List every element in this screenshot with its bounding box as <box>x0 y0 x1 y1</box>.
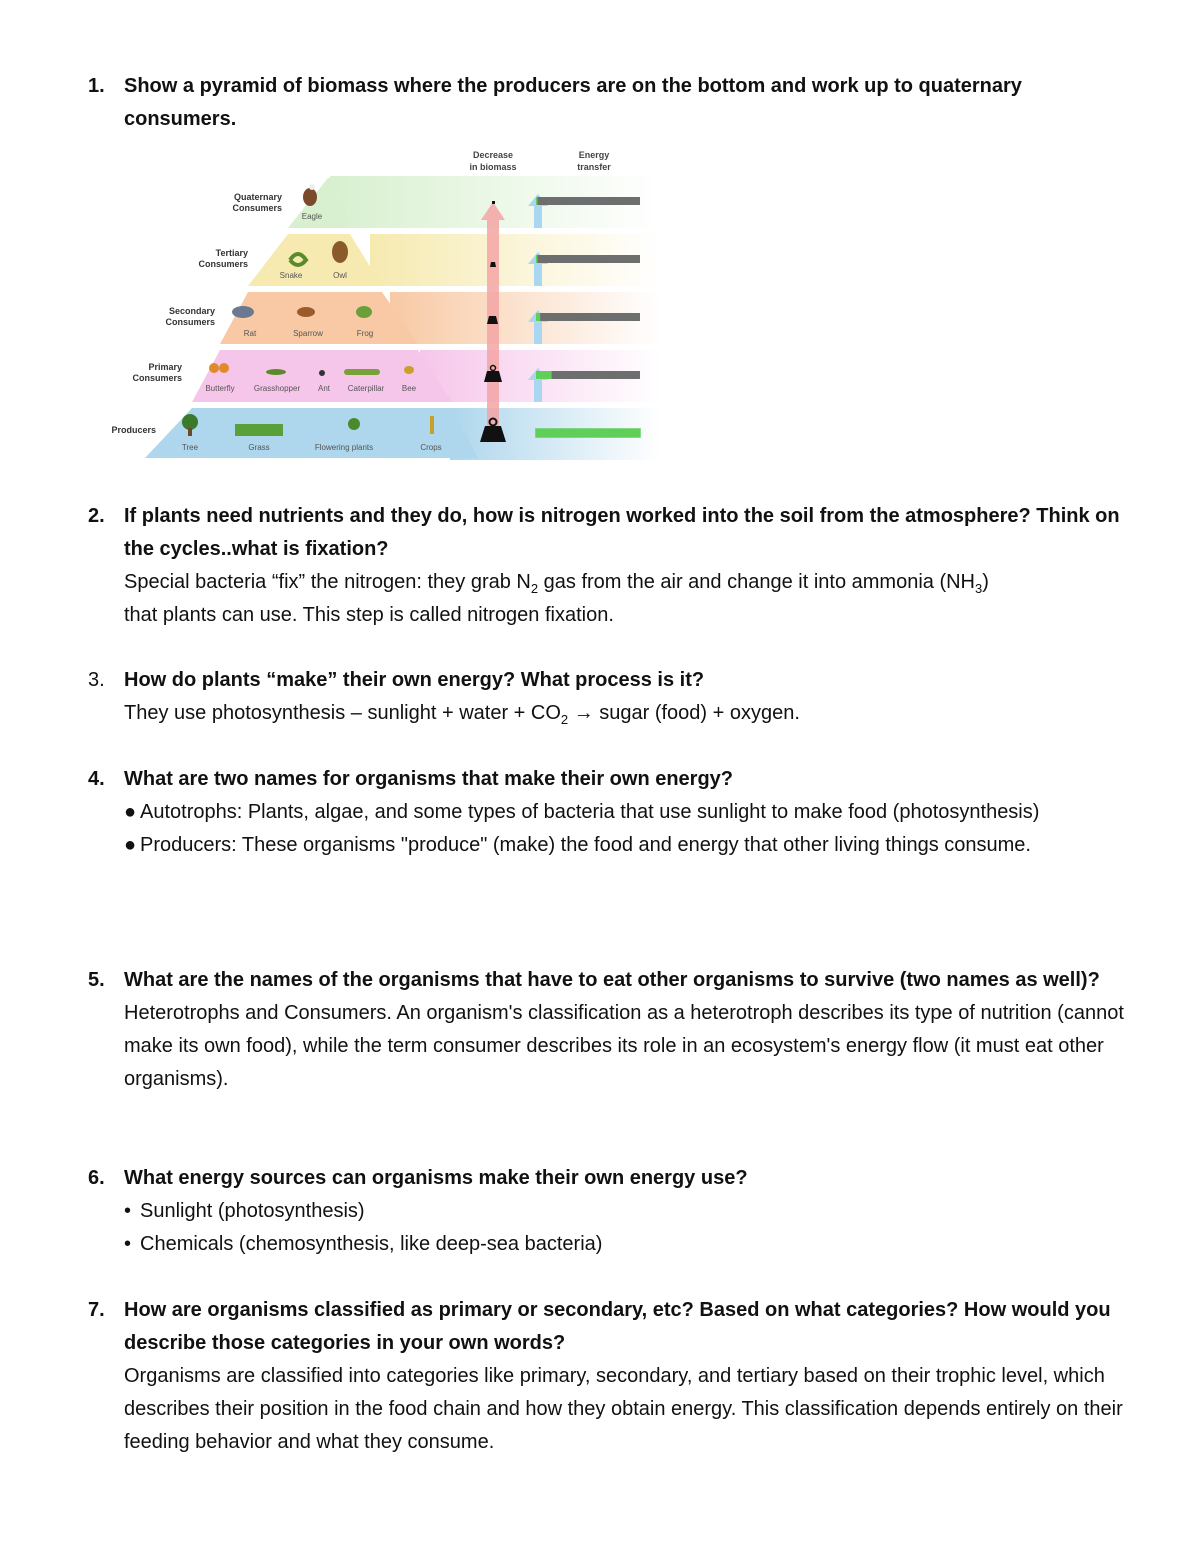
organism-label: Crops <box>420 443 442 452</box>
energy-bar-track <box>536 255 640 263</box>
question-text: If plants need nutrients and they do, how is nitrogen worked into the soil from the atmosphere? Think on the cycles..what is fixation? <box>124 505 1120 560</box>
organism-label: Tree <box>181 443 199 452</box>
tier-tertiary <box>248 234 382 286</box>
level-label-producers: Producers <box>111 425 156 435</box>
grasshopper-icon <box>266 369 286 375</box>
header-biomass: Decrease in biomass <box>469 150 517 172</box>
level-label-primary: Primary Consumers <box>132 362 182 383</box>
energy-bar-track <box>536 197 640 205</box>
organism-label: Eagle <box>301 212 323 221</box>
level-label-secondary: Secondary Consumers <box>165 306 215 327</box>
bullet-icon: • <box>124 1200 132 1222</box>
question-text: How do plants “make” their own energy? What process is it? <box>124 669 705 691</box>
question-number: 7. <box>88 1299 105 1321</box>
sparrow-icon <box>297 307 315 317</box>
ant-icon <box>319 370 325 376</box>
energy-bar-fill <box>536 429 640 437</box>
organism-label: Frog <box>356 329 374 338</box>
weight-icon <box>492 201 495 204</box>
energy-bar-fill <box>536 371 552 379</box>
question-text: Show a pyramid of biomass where the producers are on the bottom and work up to quaternary consumers. <box>124 75 1022 130</box>
crops-icon <box>430 416 434 434</box>
question-number: 6. <box>88 1167 105 1189</box>
list-item: ● Producers: These organisms "produce" (make) the food and energy that other living things consume. <box>124 829 1128 862</box>
flowering-plant-icon <box>348 418 360 430</box>
question-text: What energy sources can organisms make their own energy use? <box>124 1167 748 1189</box>
organism-label: Ant <box>317 384 331 393</box>
question-number: 2. <box>88 505 105 527</box>
question-text: What are the names of the organisms that have to eat other organisms to survive (two names as well)? <box>124 969 1100 991</box>
energy-bar-fill <box>536 197 538 205</box>
organism-label: Snake <box>279 271 303 280</box>
question-1 <box>88 70 1128 136</box>
organism-label: Bee <box>401 384 417 393</box>
question-5 <box>88 964 1128 1096</box>
frog-icon <box>356 306 372 318</box>
organism-label: Rat <box>243 329 257 338</box>
question-number: 5. <box>88 969 105 991</box>
organism-label: Butterfly <box>205 384 235 393</box>
list-item: • Chemicals (chemosynthesis, like deep-sea bacteria) <box>124 1228 1128 1261</box>
answer-text: Organisms are classified into categories like primary, secondary, and tertiary based on their trophic level, which describes their position in the food chain and how they obtain energy. This classification depends entirely on their feeding behavior and what they consume. <box>124 1365 1123 1453</box>
bullet-icon: ● <box>124 801 137 823</box>
organism-label: Owl <box>333 271 347 280</box>
question-2 <box>88 500 1128 632</box>
grass-icon <box>235 424 283 436</box>
caterpillar-icon <box>344 369 380 375</box>
question-text: How are organisms classified as primary or secondary, etc? Based on what categories? How would you describe those categories in your own words? <box>124 1299 1111 1354</box>
question-number: 4. <box>88 768 105 790</box>
question-text: What are two names for organisms that make their own energy? <box>124 768 734 790</box>
organism-label: Flowering plants <box>314 443 374 452</box>
answer-text: Special bacteria “fix” the nitrogen: they grab $N_2$ gas from the air and change it into ammonia $(NH_3)$ that plants can use. This step is called nitrogen fixation. <box>124 571 989 626</box>
header-energy: Energy transfer <box>577 150 611 172</box>
owl-icon <box>332 241 348 263</box>
energy-bar-fill <box>536 255 538 263</box>
level-label-tertiary: Tertiary Consumers <box>198 248 248 269</box>
answer-text: They use photosynthesis – sunlight + water + $CO_2$ → sugar (food) + oxygen. <box>124 702 800 727</box>
bullet-icon: ● <box>124 834 137 856</box>
list-item: • Sunlight (photosynthesis) <box>124 1195 1128 1228</box>
question-7 <box>88 1294 1128 1459</box>
eagle-icon <box>303 184 317 206</box>
question-4 <box>88 763 1128 862</box>
bullet-icon: • <box>124 1233 132 1255</box>
biomass-pyramid-figure <box>100 140 660 470</box>
question-3 <box>88 664 1128 730</box>
answer-text: Heterotrophs and Consumers. An organism's classification as a heterotroph describes its type of nutrition (cannot make its own food), while the term consumer describes its role in an ecosystem's energy flow (it must eat other organisms). <box>124 1002 1124 1090</box>
energy-bar-fill <box>536 313 540 321</box>
rat-icon <box>232 306 254 318</box>
question-6 <box>88 1162 1128 1261</box>
organism-label: Caterpillar <box>347 384 385 393</box>
organism-label: Grasshopper <box>253 384 301 393</box>
energy-bar-track <box>536 313 640 321</box>
organism-label: Grass <box>248 443 270 452</box>
organism-label: Sparrow <box>293 329 323 338</box>
weight-icon <box>490 262 496 267</box>
list-item: ● Autotrophs: Plants, algae, and some types of bacteria that use sunlight to make food (photosynthesis) <box>124 796 1128 829</box>
question-number: 3. <box>88 669 105 691</box>
question-number: 1. <box>88 75 105 97</box>
bee-icon <box>404 366 414 374</box>
level-label-quaternary: Quaternary Consumers <box>232 192 282 213</box>
